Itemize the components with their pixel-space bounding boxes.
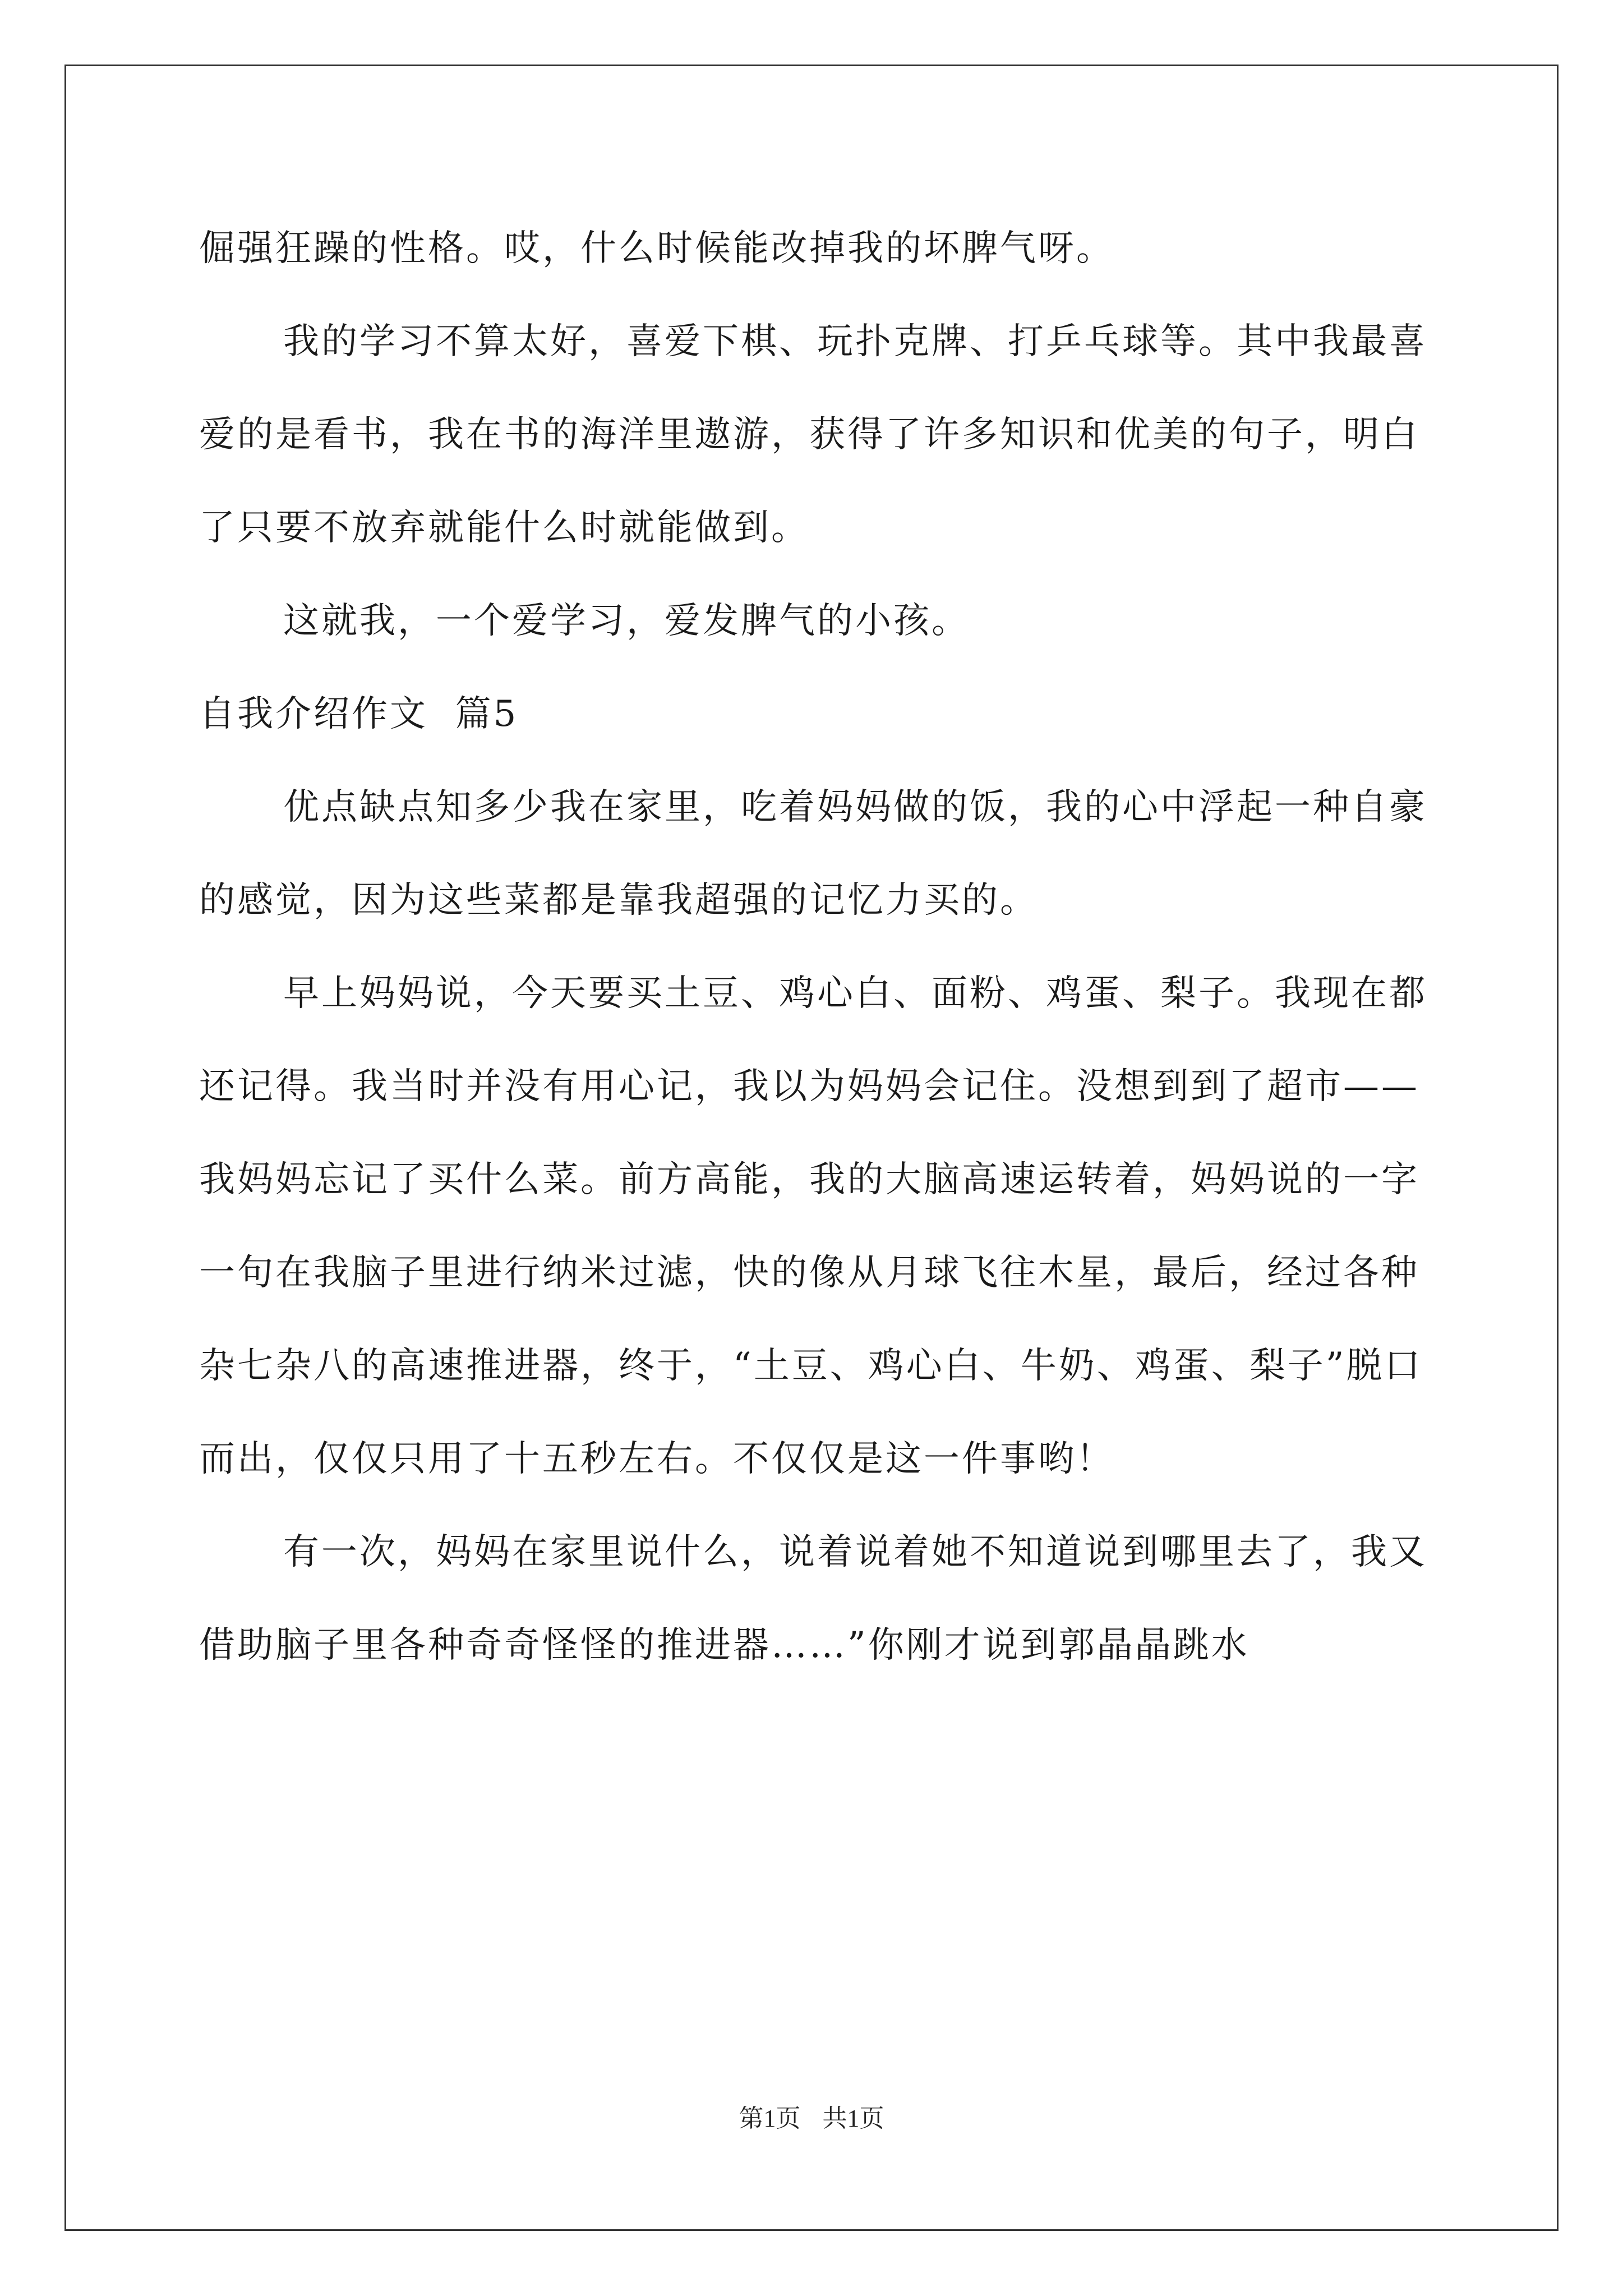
- text-line: 子，明白了只要不放弃就能什么时就能做到。: [199, 414, 1419, 549]
- text-line: 倔强狂躁的性格。哎，什么时候能改掉我的坏脾气呀。: [199, 228, 1114, 269]
- section-heading: 自我介绍作文 篇5: [199, 693, 519, 735]
- text-line: 自豪的感觉，因为这些菜都是靠我超强的记忆力买的。: [199, 786, 1427, 921]
- text-line: 妈妈说的一字一句在我脑子里进行纳米过滤，快的像从月球飞往木星，: [199, 1159, 1419, 1294]
- text-line: 这就我，一个爱学习，爱发脾气的小孩。: [283, 600, 970, 642]
- text-line: 件事哟！: [962, 1438, 1114, 1480]
- paragraph-1: [199, 202, 1455, 295]
- text-line: 有一次，妈妈在家里说什么，说着说着她不知道说到哪里去了，: [283, 1531, 1351, 1573]
- text-line: 我又借助脑子里各种奇奇怪怪的推进器……”你刚才说到郭晶晶跳水: [199, 1531, 1427, 1666]
- paragraph-4: [199, 761, 1455, 947]
- paragraph-2: [199, 295, 1455, 574]
- page-footer: [0, 2098, 1623, 2134]
- paragraph-3: [199, 574, 1455, 668]
- text-line: 最后，经过各种杂七杂八的高速推进器，终于，“土豆、鸡心白、牛: [199, 1252, 1419, 1387]
- text-line: 最喜爱的是看书，我在书的海洋里遨游，获得了许多知识和优美的句: [199, 321, 1427, 455]
- paragraph-6: [199, 1506, 1455, 1692]
- text-line: 超市——我妈妈忘记了买什么菜。前方高能，我的大脑高速运转着，: [199, 1066, 1419, 1200]
- text-line: 在都还记得。我当时并没有用心记，我以为妈妈会记住。没想到到了: [199, 973, 1427, 1107]
- text-line: 早上妈妈说，今天要买土豆、鸡心白、面粉、鸡蛋、梨子。我现: [283, 973, 1351, 1014]
- paragraph-5: [199, 947, 1455, 1506]
- text-line: 我的学习不算太好，喜爱下棋、玩扑克牌、打乒乓球等。其中我: [283, 321, 1351, 362]
- document-body: [199, 202, 1455, 1692]
- text-line: 奶、鸡蛋、梨子”脱口而出，仅仅只用了十五秒左右。不仅仅是这一: [199, 1345, 1423, 1480]
- text-line: 优点缺点知多少我在家里，吃着妈妈做的饭，我的心中浮起一种: [283, 786, 1351, 828]
- page-total: 共1页: [822, 2105, 884, 2132]
- page-number: 第1页: [739, 2105, 801, 2132]
